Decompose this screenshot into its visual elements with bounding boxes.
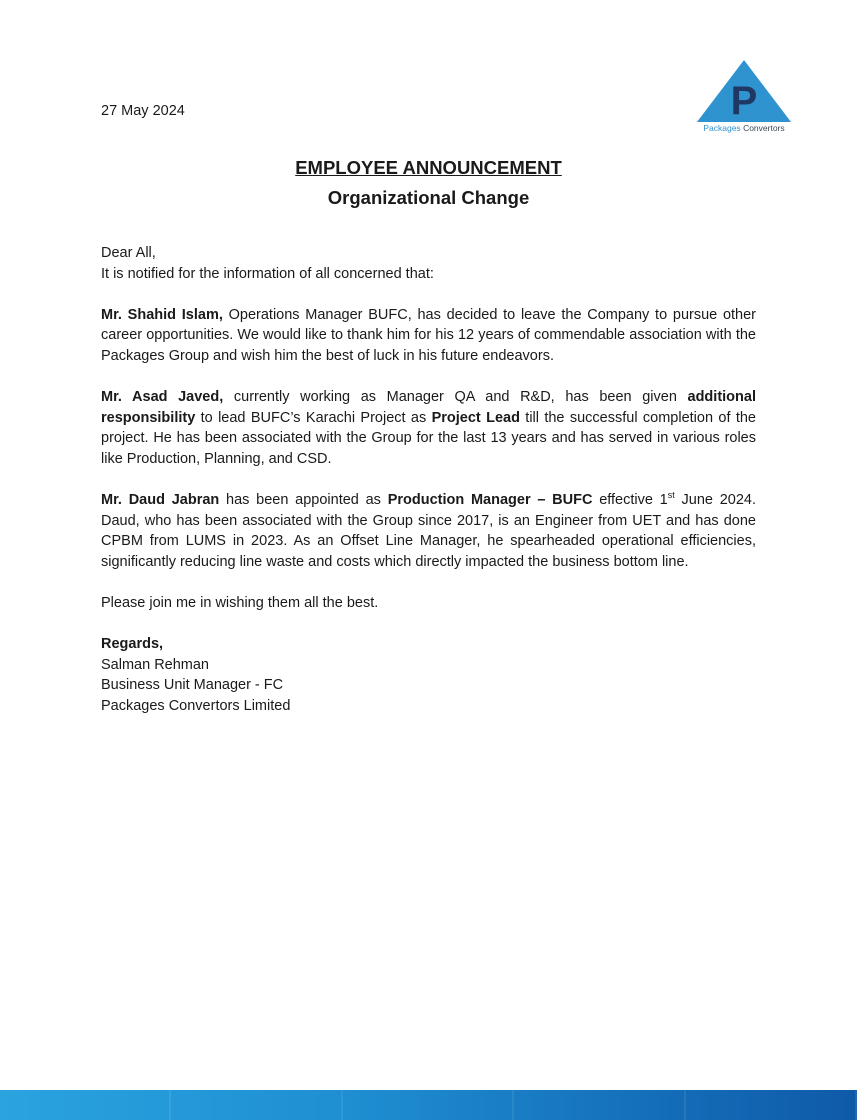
paragraph-asad-javed (101, 387, 756, 469)
logo-text-convertors: Convertors (743, 123, 785, 133)
signatory-name: Salman Rehman (101, 656, 209, 673)
emphasis-text: additional responsibility (101, 389, 756, 426)
paragraph-text: till the successful completion of the project. He has been associated with the Group for the last 13 years and has served in various roles like Production, Planning, and CSD. (101, 409, 756, 467)
paragraph-text: has been appointed as (219, 492, 388, 509)
emphasis-text: Project Lead (431, 409, 520, 426)
signature-block (101, 634, 756, 716)
logo-triangle-icon (694, 58, 794, 124)
emphasis-text: Production Manager – BUFC (387, 492, 593, 509)
paragraph-shahid-islam (101, 305, 756, 367)
greeting (101, 243, 756, 284)
logo-letter: P (730, 79, 758, 123)
logo-wordmark (694, 123, 794, 133)
paragraph-text: Operations Manager BUFC, has decided to leave the Company to pursue other career opportunities. We would like to thank him for his 12 years of commendable association with the Packages Group and wish him the best of luck in his future endeavors. (101, 306, 756, 364)
ordinal-suffix: st (667, 490, 675, 501)
company-logo (694, 58, 794, 138)
paragraph-text: June 2024. Daud, who has been associated with the Group since 2017, is an Engineer from UET and has done CPBM from LUMS in 2023. As an Offset Line Manager, he spearheaded operational efficiencies, significantly reducing line waste and costs which directly impacted the business bottom line. (101, 492, 756, 570)
person-name: Mr. Asad Javed, (101, 389, 224, 406)
footer-band (0, 1090, 857, 1120)
intro-line: It is notified for the information of all concerned that: (101, 265, 434, 282)
closing-line: Please join me in wishing them all the best. (101, 595, 379, 612)
signatory-title: Business Unit Manager - FC (101, 677, 284, 694)
announcement-heading: EMPLOYEE ANNOUNCEMENT (295, 157, 562, 178)
regards: Regards, (101, 636, 164, 653)
person-name: Mr. Daud Jabran (101, 492, 220, 509)
person-name: Mr. Shahid Islam, (101, 306, 223, 323)
logo-text-packages: Packages (703, 123, 741, 133)
announcement-subheading: Organizational Change (327, 187, 530, 208)
letter-body (101, 243, 756, 717)
paragraph-text: currently working as Manager QA and R&D, has been given (223, 389, 688, 406)
signatory-company: Packages Convertors Limited (101, 698, 291, 715)
paragraph-text: effective 1 (592, 492, 668, 509)
paragraph-daud-jabran (101, 490, 756, 572)
paragraph-text: to lead BUFC’s Karachi Project as (195, 409, 432, 426)
letter-date: 27 May 2024 (101, 103, 185, 119)
salutation: Dear All, (101, 245, 156, 261)
